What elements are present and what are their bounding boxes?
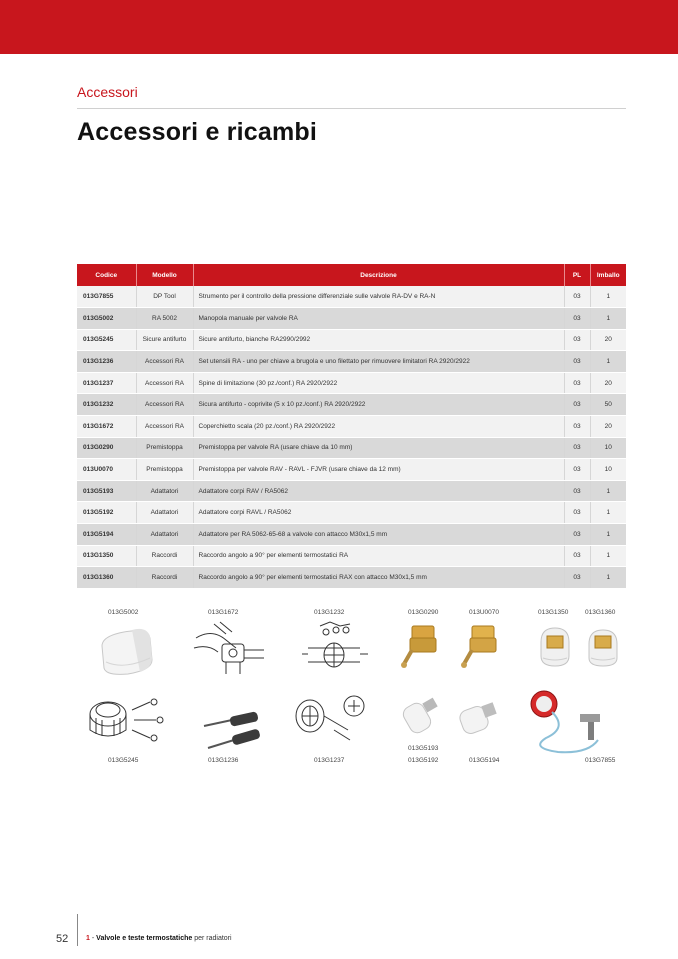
cell-pl: 03 <box>564 372 590 394</box>
tool-set-image <box>198 700 268 752</box>
cell-code: 013G7855 <box>77 286 136 308</box>
cell-code: 013G5192 <box>77 502 136 524</box>
column-header-code: Codice <box>77 264 136 286</box>
figure-label: 013G1672 <box>208 609 239 616</box>
cell-packaging: 1 <box>590 308 626 330</box>
table-row <box>77 286 626 308</box>
cell-model: Premistoppa <box>136 437 193 459</box>
figure-label: 013G5192 <box>408 757 439 764</box>
section-divider <box>77 108 626 109</box>
cell-description: Premistoppa per valvole RAV - RAVL - FJVR (usare chiave da 12 mm) <box>193 459 564 481</box>
figure-label: 013G5245 <box>108 757 139 764</box>
cell-description: Raccordo angolo a 90° per elementi termostatici RA <box>193 545 564 567</box>
table-row <box>77 459 626 481</box>
figure-label: 013G1237 <box>314 757 345 764</box>
cell-description: Premistoppa per valvole RA (usare chiave da 10 mm) <box>193 437 564 459</box>
cell-description: Spine di limitazione (30 pz./conf.) RA 2920/2922 <box>193 372 564 394</box>
cell-packaging: 1 <box>590 480 626 502</box>
table-row <box>77 567 626 589</box>
chapter-number: 1 <box>86 935 90 942</box>
table-row <box>77 480 626 502</box>
cell-model: RA 5002 <box>136 308 193 330</box>
angle-fitting-image <box>533 622 575 670</box>
cell-code: 013G1360 <box>77 567 136 589</box>
products-table <box>77 264 626 589</box>
cell-pl: 03 <box>564 416 590 438</box>
cell-packaging: 1 <box>590 286 626 308</box>
table-row <box>77 437 626 459</box>
figure-label: 013G5002 <box>108 609 139 616</box>
table-header-row <box>77 264 626 286</box>
cell-pl: 03 <box>564 286 590 308</box>
table-row <box>77 329 626 351</box>
cell-packaging: 1 <box>590 524 626 546</box>
cell-pl: 03 <box>564 437 590 459</box>
cell-packaging: 20 <box>590 416 626 438</box>
table-row <box>77 394 626 416</box>
cell-code: 013G1350 <box>77 545 136 567</box>
cell-packaging: 10 <box>590 437 626 459</box>
column-header-pl: PL <box>564 264 590 286</box>
cell-packaging: 10 <box>590 459 626 481</box>
cell-packaging: 50 <box>590 394 626 416</box>
adapter-image <box>455 696 501 742</box>
cell-description: Sicure antifurto, bianche RA2990/2992 <box>193 329 564 351</box>
cell-pl: 03 <box>564 502 590 524</box>
cell-model: Raccordi <box>136 567 193 589</box>
cell-model: Adattatori <box>136 502 193 524</box>
table-row <box>77 524 626 546</box>
section-label: Accessori <box>77 84 138 100</box>
cell-packaging: 20 <box>590 372 626 394</box>
cell-pl: 03 <box>564 329 590 351</box>
page-number: 52 <box>56 933 69 945</box>
figure-label: 013G1232 <box>314 609 345 616</box>
brass-gland-image <box>458 620 506 670</box>
cell-code: 013G0290 <box>77 437 136 459</box>
cell-pl: 03 <box>564 394 590 416</box>
cell-model: Adattatori <box>136 524 193 546</box>
figure-label: 013G1360 <box>585 609 616 616</box>
figure-label: 013G1350 <box>538 609 569 616</box>
cell-code: 013U0070 <box>77 459 136 481</box>
cell-description: Strumento per il controllo della pressione differenziale sulle valvole RA-DV e RA-N <box>193 286 564 308</box>
cell-model: Adattatori <box>136 480 193 502</box>
cell-description: Raccordo angolo a 90° per elementi termostatici RAX con attacco M30x1,5 mm <box>193 567 564 589</box>
table-row <box>77 416 626 438</box>
cell-model: DP Tool <box>136 286 193 308</box>
cell-description: Set utensili RA - uno per chiave a brugola e uno filettato per rimuovere limitatori RA 2920/2922 <box>193 351 564 373</box>
cell-pl: 03 <box>564 545 590 567</box>
cell-packaging: 1 <box>590 545 626 567</box>
cell-code: 013G5002 <box>77 308 136 330</box>
cell-packaging: 1 <box>590 502 626 524</box>
cell-code: 013G1232 <box>77 394 136 416</box>
cell-code: 013G5245 <box>77 329 136 351</box>
cell-packaging: 1 <box>590 351 626 373</box>
footer-section <box>86 935 232 942</box>
figure-label: 013G0290 <box>408 609 439 616</box>
cell-code: 013G5194 <box>77 524 136 546</box>
cell-model: Accessori RA <box>136 394 193 416</box>
knob-image <box>94 620 162 676</box>
footer-separator: - <box>91 935 95 942</box>
cell-code: 013G1237 <box>77 372 136 394</box>
column-header-model: Modello <box>136 264 193 286</box>
cell-pl: 03 <box>564 567 590 589</box>
dp-tool-image <box>528 688 608 758</box>
cell-description: Adattatore corpi RAV / RA5062 <box>193 480 564 502</box>
footer-divider <box>77 914 78 946</box>
cell-model: Premistoppa <box>136 459 193 481</box>
page-title: Accessori e ricambi <box>77 118 318 146</box>
table-row <box>77 502 626 524</box>
cell-model: Accessori RA <box>136 416 193 438</box>
angle-fitting-image <box>583 622 625 670</box>
cell-pl: 03 <box>564 351 590 373</box>
cell-model: Raccordi <box>136 545 193 567</box>
figure-label: 013G5194 <box>469 757 500 764</box>
top-banner <box>0 0 678 54</box>
cell-pl: 03 <box>564 308 590 330</box>
cell-pl: 03 <box>564 480 590 502</box>
cell-pl: 03 <box>564 524 590 546</box>
table-row <box>77 545 626 567</box>
cell-description: Adattatore per RA 5062-65-68 a valvole con attacco M30x1,5 mm <box>193 524 564 546</box>
scale-cap-drawing <box>192 618 270 678</box>
cell-code: 013G5193 <box>77 480 136 502</box>
table-row <box>77 351 626 373</box>
cell-model: Accessori RA <box>136 351 193 373</box>
anti-theft-drawing <box>84 690 164 750</box>
table-row <box>77 308 626 330</box>
cell-packaging: 20 <box>590 329 626 351</box>
column-header-packaging: Imballo <box>590 264 626 286</box>
cell-description: Adattatore corpi RAVL / RA5062 <box>193 502 564 524</box>
anti-theft-cover-drawing <box>300 618 370 678</box>
limiting-pins-drawing <box>290 690 370 750</box>
figure-label: 013U0070 <box>469 609 499 616</box>
footer-section-title: Valvole e teste termostatiche <box>96 935 193 942</box>
brass-gland-image <box>398 620 446 670</box>
cell-code: 013G1672 <box>77 416 136 438</box>
cell-packaging: 1 <box>590 567 626 589</box>
cell-model: Accessori RA <box>136 372 193 394</box>
adapter-image <box>398 694 444 742</box>
cell-description: Coperchietto scala (20 pz./conf.) RA 2920/2922 <box>193 416 564 438</box>
figure-label: 013G1236 <box>208 757 239 764</box>
column-header-description: Descrizione <box>193 264 564 286</box>
cell-description: Sicura antifurto - coprivite (5 x 10 pz./conf.) RA 2920/2922 <box>193 394 564 416</box>
footer-section-subtitle: per radiatori <box>192 935 232 942</box>
cell-pl: 03 <box>564 459 590 481</box>
cell-model: Sicure antifurto <box>136 329 193 351</box>
cell-code: 013G1236 <box>77 351 136 373</box>
cell-description: Manopola manuale per valvole RA <box>193 308 564 330</box>
figure-label: 013G5193 <box>408 745 439 752</box>
figure-label: 013G7855 <box>585 757 616 764</box>
table-row <box>77 372 626 394</box>
